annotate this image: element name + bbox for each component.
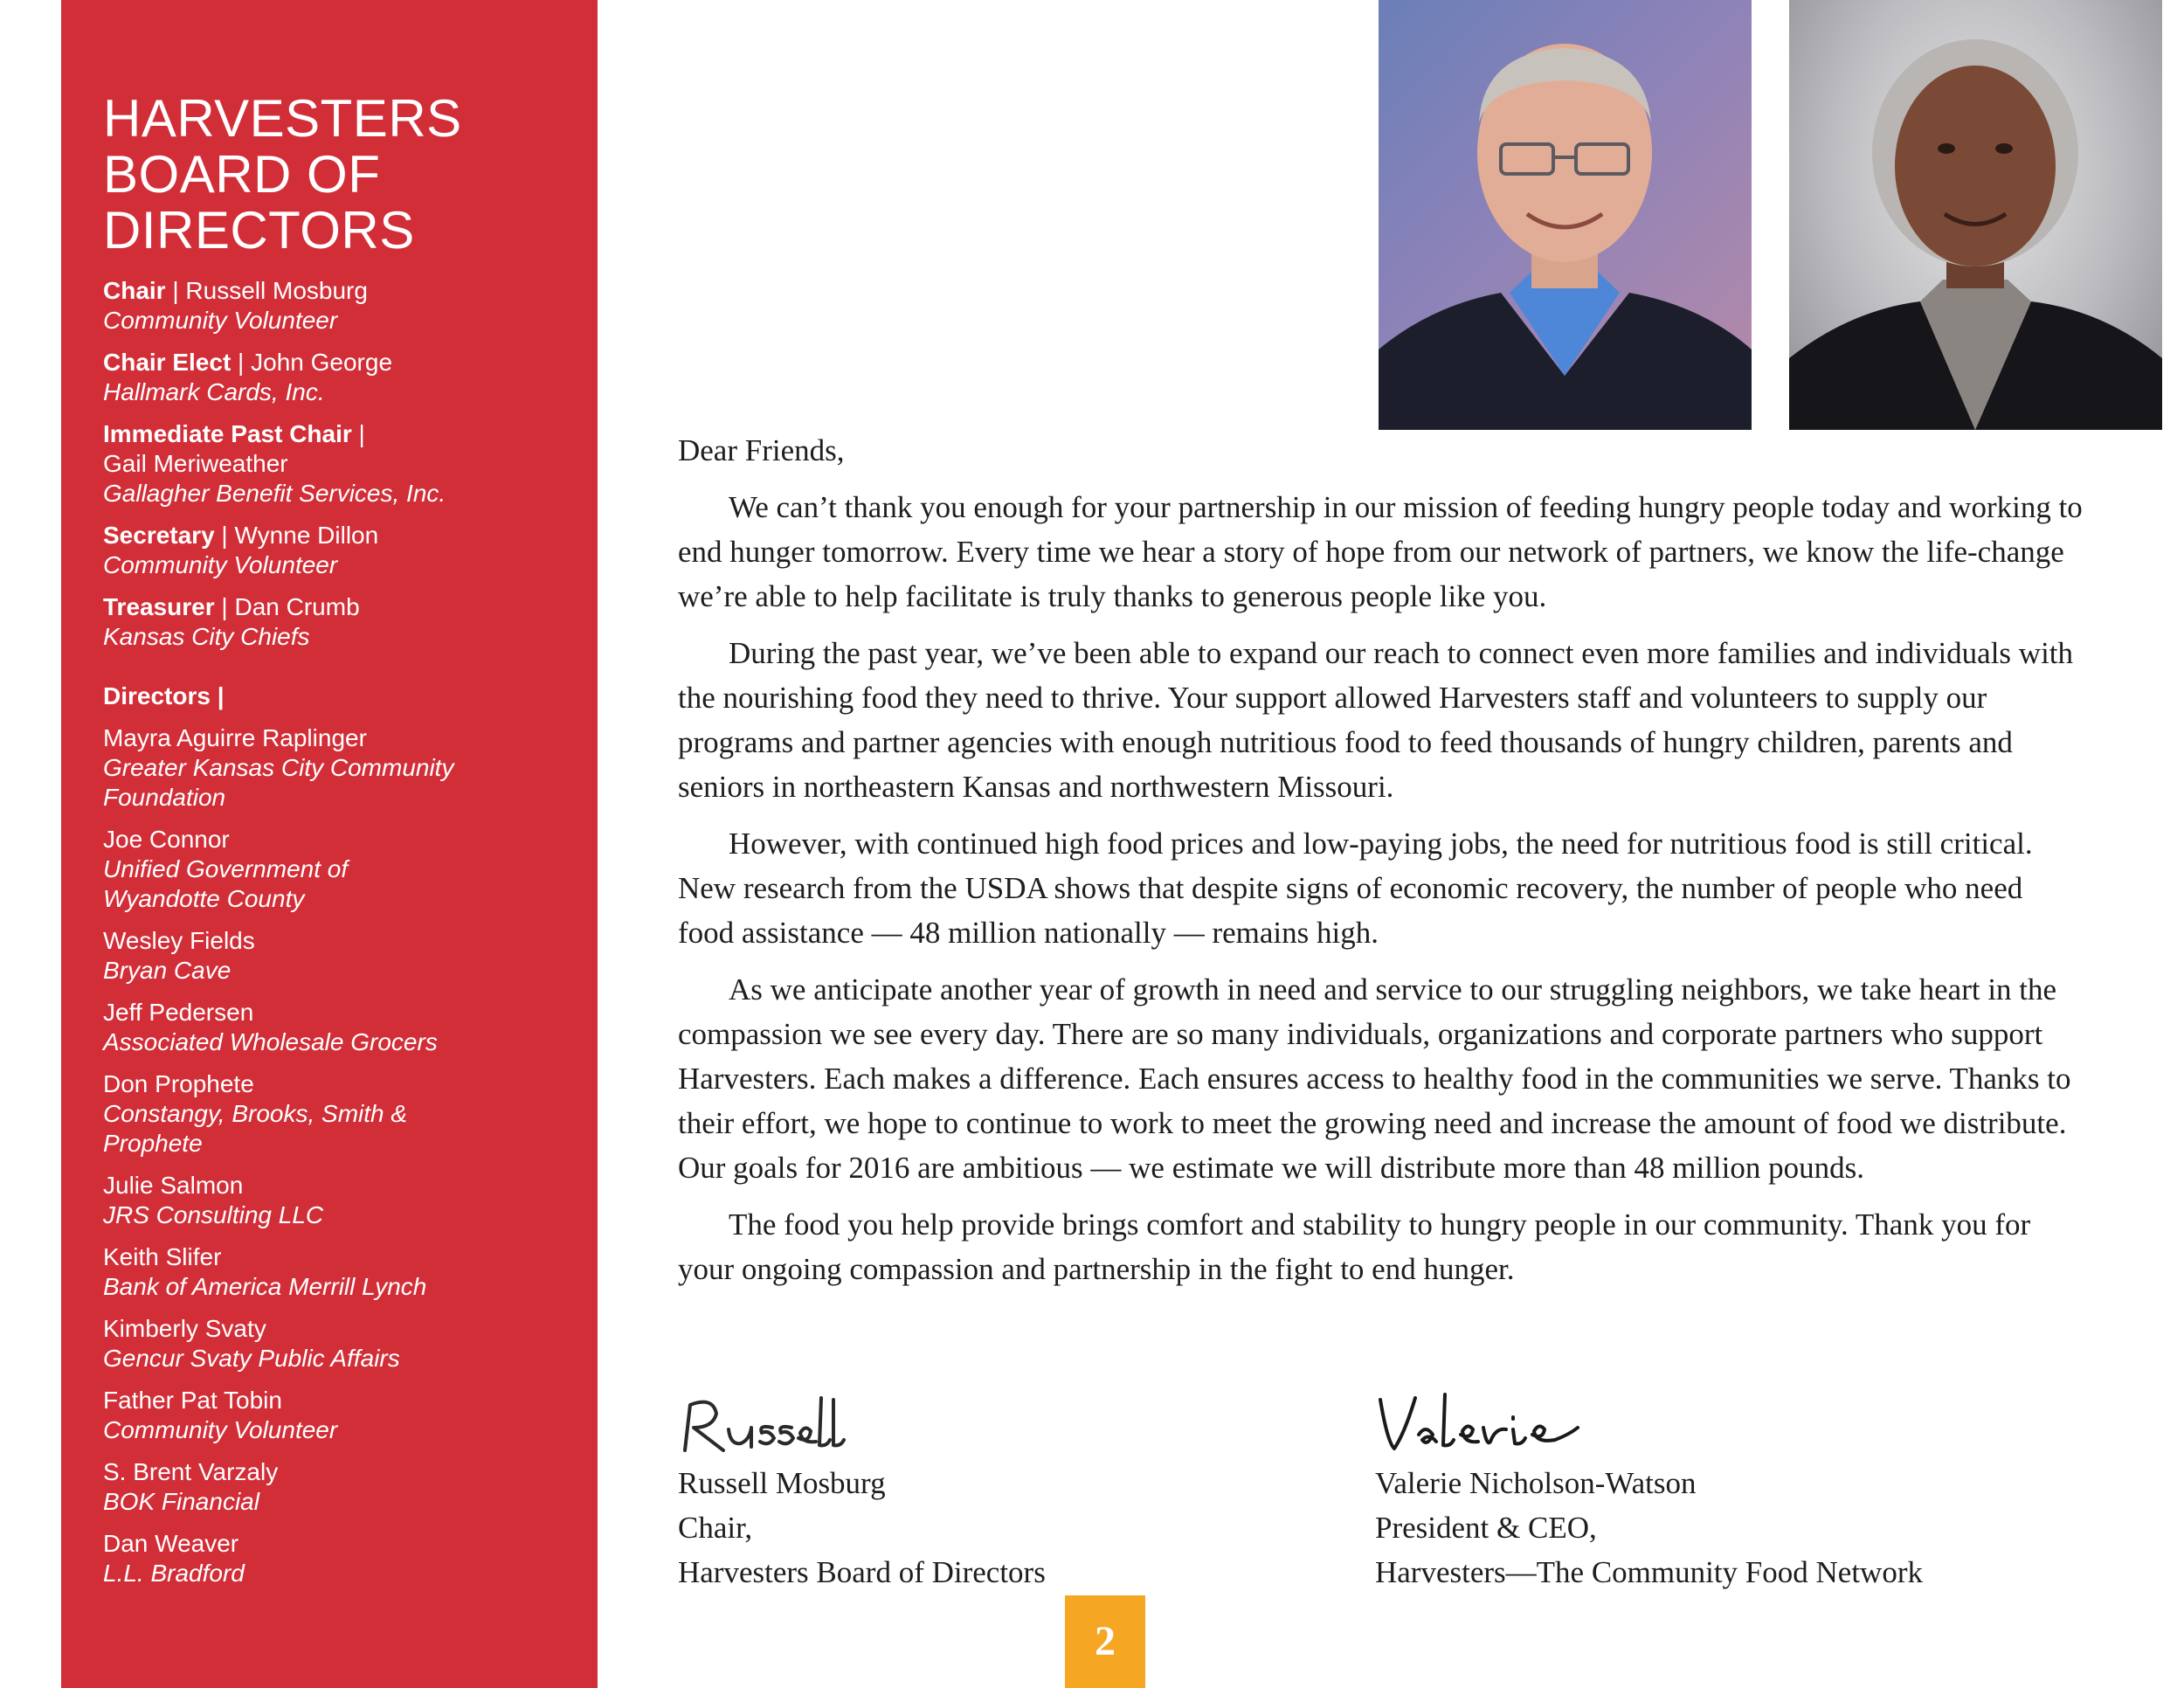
director-entry: [103, 1314, 598, 1373]
officers-list: [103, 276, 598, 652]
signer-name-left: Russell Mosburg: [678, 1466, 886, 1500]
director-organization: Bank of America Merrill Lynch: [103, 1273, 427, 1300]
director-entry: [103, 1069, 598, 1159]
letter-salutation: Dear Friends,: [678, 433, 845, 467]
letter-paragraph: During the past year, we’ve been able to expand our reach to connect even more families and individuals with the nourishing food they need to thrive. Your support allowed Harvesters staff and volunteers to supply our programs and partner agencies with enough nutritious food to feed thousands of hungry children, parents and seniors in northeastern Kansas and northwestern Missouri.: [678, 636, 2074, 804]
officer-role: Chair: [103, 277, 166, 304]
officer-entry: [103, 592, 598, 652]
director-name: Joe Connor: [103, 826, 230, 853]
officer-organization: Hallmark Cards, Inc.: [103, 378, 325, 405]
letter-paragraph: However, with continued high food prices and low-paying jobs, the need for nutritious food is still critical. New research from the USDA shows that despite signs of economic recovery, the number of people who need food assistance — 48 million nationally — remains high.: [678, 827, 2033, 950]
officer-entry: [103, 521, 598, 580]
officer-role: Treasurer: [103, 593, 215, 620]
officer-role: Immediate Past Chair: [103, 420, 352, 447]
officer-entry: [103, 276, 598, 336]
officer-separator: |: [165, 277, 186, 304]
director-entry: [103, 926, 598, 986]
signer-title-right: President & CEO,: [1375, 1511, 1597, 1545]
officer-name: Wynne Dillon: [234, 522, 379, 549]
director-name: Don Prophete: [103, 1070, 254, 1097]
board-sidebar: [61, 0, 598, 1688]
officer-role: Secretary: [103, 522, 215, 549]
director-entry: [103, 825, 598, 914]
signer-title-left: Chair,: [678, 1511, 753, 1545]
sidebar-title: HARVESTERS BOARD OF DIRECTORS: [103, 89, 462, 259]
director-entry: [103, 1529, 598, 1588]
signer-org-left: Harvesters Board of Directors: [678, 1555, 1046, 1589]
directors-heading: Directors |: [103, 682, 225, 709]
officer-separator: |: [214, 522, 235, 549]
director-organization: Community Volunteer: [103, 1416, 338, 1443]
director-name: Dan Weaver: [103, 1530, 239, 1557]
officer-name: Gail Meriweather: [103, 450, 288, 477]
director-organization: Gencur Svaty Public Affairs: [103, 1345, 400, 1372]
officer-role: Chair Elect: [103, 349, 232, 376]
directors-list: [103, 723, 598, 1588]
portrait-man-icon: [1379, 0, 1752, 430]
officer-organization: Kansas City Chiefs: [103, 623, 310, 650]
director-name: Father Pat Tobin: [103, 1387, 282, 1414]
director-name: Jeff Pedersen: [103, 999, 254, 1026]
officer-separator: |: [214, 593, 235, 620]
director-organization: Foundation: [103, 784, 226, 811]
officer-name: Russell Mosburg: [185, 277, 368, 304]
officer-name: Dan Crumb: [234, 593, 360, 620]
photo-russell-mosburg: [1379, 0, 1752, 430]
signature-block-ceo: [1375, 1389, 1923, 1595]
director-name: Keith Slifer: [103, 1243, 222, 1270]
director-entry: [103, 1171, 598, 1230]
officer-organization: Gallagher Benefit Services, Inc.: [103, 480, 446, 507]
director-organization: L.L. Bradford: [103, 1560, 245, 1587]
director-name: Kimberly Svaty: [103, 1315, 266, 1342]
officer-organization: Community Volunteer: [103, 307, 338, 334]
director-organization: BOK Financial: [103, 1488, 259, 1515]
director-entry: [103, 1386, 598, 1445]
signer-org-right: Harvesters—The Community Food Network: [1375, 1555, 1923, 1589]
officer-separator: |: [231, 349, 252, 376]
officer-entry: [103, 348, 598, 407]
letter-body: [678, 428, 2084, 1304]
director-organization: Constangy, Brooks, Smith &: [103, 1100, 408, 1127]
officer-organization: Community Volunteer: [103, 551, 338, 578]
director-organization: Bryan Cave: [103, 957, 232, 984]
director-entry: [103, 723, 598, 813]
director-entry: [103, 1457, 598, 1517]
director-name: S. Brent Varzaly: [103, 1458, 279, 1485]
director-organization: Greater Kansas City Community: [103, 754, 454, 781]
director-name: Mayra Aguirre Raplinger: [103, 724, 367, 751]
signature-valerie-icon: [1375, 1389, 1585, 1459]
officer-entry: [103, 419, 598, 508]
director-organization: Prophete: [103, 1130, 203, 1157]
letter-paragraph: The food you help provide brings comfort and stability to hungry people in our community. Thank you for your ongoing compassion and partnership in the fight to end hunger.: [678, 1207, 2031, 1286]
director-name: Julie Salmon: [103, 1172, 244, 1199]
director-entry: [103, 1242, 598, 1302]
letter-paragraph: We can’t thank you enough for your partnership in our mission of feeding hungry people today and working to end hunger tomorrow. Every time we hear a story of hope from our network of partners, we know the life-change we’re able to help facilitate is truly thanks to generous people like you.: [678, 490, 2083, 613]
signature-block-chair: [678, 1389, 1046, 1595]
signer-name-right: Valerie Nicholson-Watson: [1375, 1466, 1697, 1500]
director-entry: [103, 998, 598, 1057]
director-organization: Unified Government of: [103, 855, 349, 882]
letter-paragraph: As we anticipate another year of growth in need and service to our struggling neighbors, we take heart in the compassion we see every day. There are so many individuals, organizations and corporate partners who support Harvesters. Each makes a difference. Each ensures access to healthy food in the communities we serve. Thanks to their effort, we hope to continue to work to meet the growing need and increase the amount of food we distribute. Our goals for 2016 are ambitious — we estimate we will distribute more than 48 million pounds.: [678, 972, 2071, 1185]
photo-valerie-nicholson-watson: [1789, 0, 2162, 430]
director-organization: JRS Consulting LLC: [103, 1201, 324, 1228]
officer-name: John George: [251, 349, 393, 376]
signature-russell-icon: [678, 1389, 853, 1459]
director-organization: Wyandotte County: [103, 885, 305, 912]
director-name: Wesley Fields: [103, 927, 255, 954]
director-organization: Associated Wholesale Grocers: [103, 1028, 438, 1055]
page-number: 2: [1065, 1595, 1145, 1688]
portrait-woman-icon: [1789, 0, 2162, 430]
officer-separator: |: [351, 420, 365, 447]
